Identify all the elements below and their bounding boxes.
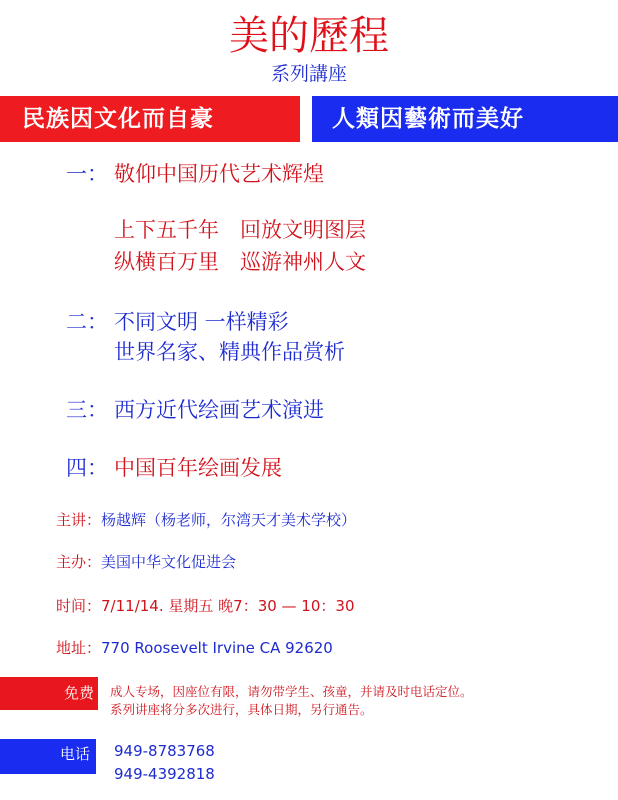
phone-number-1: 949-8783768	[114, 742, 215, 760]
banner-right-text: 人類因藝術而美好	[332, 105, 524, 132]
section-4-number: 四：	[66, 456, 108, 480]
fee-note-line-2: 系列讲座将分多次进行，具体日期，另行通告。	[110, 702, 373, 717]
address-row	[56, 638, 333, 658]
section-1-line-1: 上下五千年 回放文明图层	[114, 218, 366, 242]
fee-label: 免费	[64, 684, 95, 702]
phone-number-2: 949-4392818	[114, 765, 215, 783]
section-2-line-1: 不同文明 一样精彩	[114, 310, 289, 334]
banner-left	[0, 96, 300, 142]
section-1-title: 敬仰中国历代艺术辉煌	[114, 162, 324, 186]
section-2-line-2: 世界名家、精典作品赏析	[114, 340, 345, 364]
host-row	[56, 552, 236, 572]
section-1-line-2: 纵横百万里 巡游神州人文	[114, 250, 366, 274]
time-label: 时间：	[56, 597, 102, 615]
speaker-value: 杨越辉（杨老师，尔湾天才美术学校）	[101, 511, 357, 529]
section-1-number: 一：	[66, 162, 108, 186]
phone-label: 电话	[60, 745, 91, 763]
time-row	[56, 596, 355, 616]
page-subtitle: 系列講座	[270, 63, 347, 85]
section-3-number: 三：	[66, 398, 108, 422]
time-value: 7/11/14. 星期五 晚7：30 — 10：30	[101, 597, 355, 615]
fee-note-line-1: 成人专场，因座位有限，请勿带学生、孩童，并请及时电话定位。	[110, 684, 473, 699]
banner-right	[312, 96, 618, 142]
speaker-row	[56, 510, 356, 530]
host-value: 美国中华文化促进会	[101, 553, 237, 571]
section-4-title: 中国百年绘画发展	[114, 456, 282, 480]
section-2-number: 二：	[66, 310, 108, 334]
address-label: 地址：	[56, 639, 102, 657]
page-title: 美的歷程	[229, 13, 389, 59]
address-value: 770 Roosevelt Irvine CA 92620	[101, 639, 333, 657]
speaker-label: 主讲：	[56, 511, 102, 529]
host-label: 主办：	[56, 553, 102, 571]
banner-left-text: 民族因文化而自豪	[22, 105, 214, 132]
section-3-title: 西方近代绘画艺术演进	[114, 398, 324, 422]
